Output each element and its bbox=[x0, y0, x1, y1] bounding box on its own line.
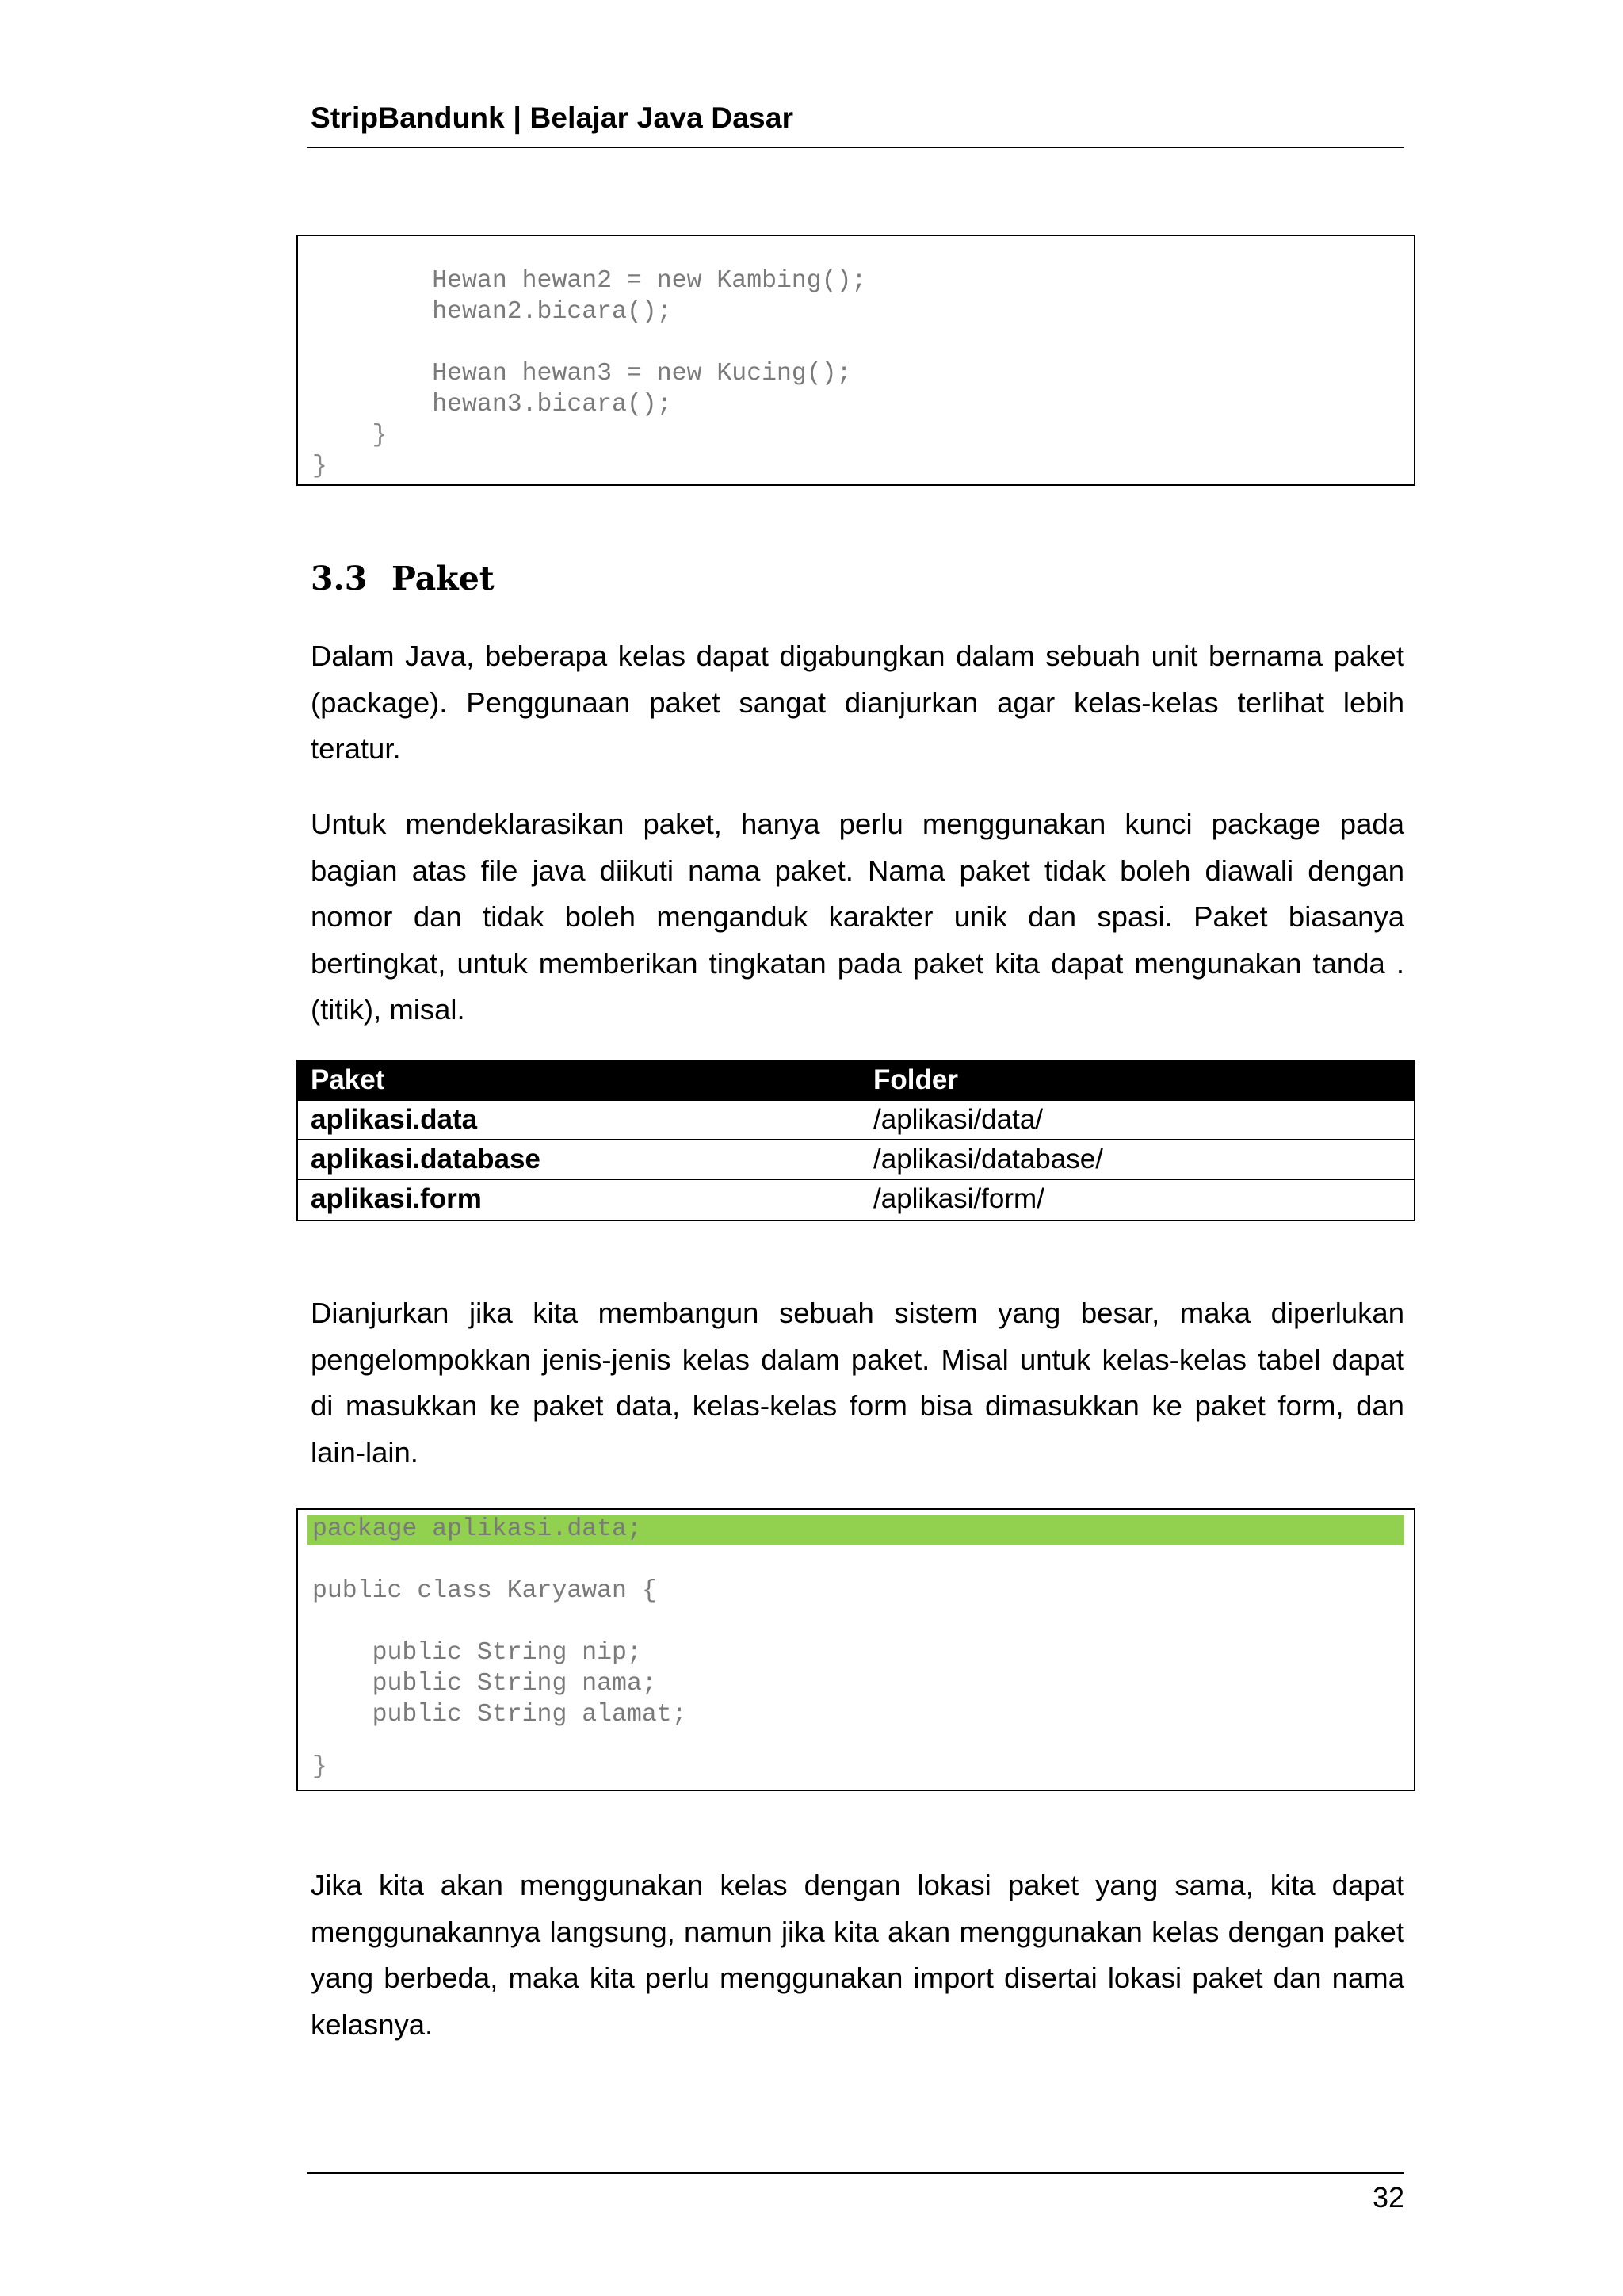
paragraph: Dalam Java, beberapa kelas dapat digabungkan dalam sebuah unit bernama paket (package). Penggunaan paket sangat dianjurkan agar kelas-kelas terlihat lebih teratur. bbox=[311, 640, 1404, 765]
table-row bbox=[298, 1180, 1414, 1220]
code-line: hewan2.bicara(); bbox=[312, 298, 672, 326]
table-header-row bbox=[298, 1061, 1414, 1101]
table-cell-folder: /aplikasi/form/ bbox=[873, 1183, 1044, 1214]
code-line: } bbox=[312, 453, 327, 480]
running-header: StripBandunk | Belajar Java Dasar bbox=[311, 101, 794, 134]
code-line: public class Karyawan { bbox=[312, 1577, 657, 1605]
table-row bbox=[298, 1101, 1414, 1140]
table-cell-package: aplikasi.form bbox=[311, 1183, 482, 1214]
section-heading bbox=[311, 560, 495, 598]
code-block-continuation bbox=[296, 235, 1415, 486]
code-line: public String alamat; bbox=[312, 1701, 687, 1729]
paragraph: Jika kita akan menggunakan kelas dengan lokasi paket yang sama, kita dapat menggunakannya langsung, namun jika kita akan menggunakan kelas dengan paket yang berbeda, maka kita perlu menggunakan import disertai lokasi paket dan nama kelasnya. bbox=[311, 1869, 1404, 2041]
section-title: Paket bbox=[391, 560, 495, 598]
table-cell-package: aplikasi.database bbox=[311, 1144, 540, 1175]
section-number: 3.3 bbox=[311, 560, 368, 598]
paragraph: Dianjurkan jika kita membangun sebuah sistem yang besar, maka diperlukan pengelompokkan jenis-jenis kelas dalam paket. Misal untuk kelas-kelas tabel dapat di masukkan ke paket data, kelas-kelas form bisa dimasukkan ke paket form, dan lain-lain. bbox=[311, 1297, 1404, 1469]
table-header-cell: Paket bbox=[311, 1064, 385, 1095]
table-cell-package: aplikasi.data bbox=[311, 1104, 478, 1135]
header-divider bbox=[307, 147, 1404, 148]
code-block-package-example bbox=[296, 1508, 1415, 1791]
code-line: public String nama; bbox=[312, 1670, 657, 1698]
package-folder-table bbox=[296, 1060, 1415, 1221]
code-line: } bbox=[312, 422, 388, 449]
footer-divider bbox=[307, 2172, 1404, 2174]
table-header-cell: Folder bbox=[873, 1064, 958, 1095]
table-row bbox=[298, 1140, 1414, 1180]
code-line: Hewan hewan2 = new Kambing(); bbox=[312, 267, 867, 295]
paragraph: Untuk mendeklarasikan paket, hanya perlu menggunakan kunci package pada bagian atas file java diikuti nama paket. Nama paket tidak boleh diawali dengan nomor dan tidak boleh menganduk karakter unik dan spasi. Paket biasanya bertingkat, untuk memberikan tingkatan pada paket kita dapat mengunakan tanda . (titik), misal. bbox=[311, 808, 1404, 1026]
table-cell-folder: /aplikasi/data/ bbox=[873, 1104, 1044, 1135]
table-cell-folder: /aplikasi/database/ bbox=[873, 1144, 1103, 1175]
code-line-highlighted: package aplikasi.data; bbox=[312, 1515, 642, 1543]
code-line: } bbox=[312, 1753, 327, 1781]
code-line: hewan3.bicara(); bbox=[312, 391, 672, 418]
code-line: Hewan hewan3 = new Kucing(); bbox=[312, 360, 852, 388]
code-line: public String nip; bbox=[312, 1639, 642, 1667]
page-number: 32 bbox=[1372, 2181, 1404, 2214]
